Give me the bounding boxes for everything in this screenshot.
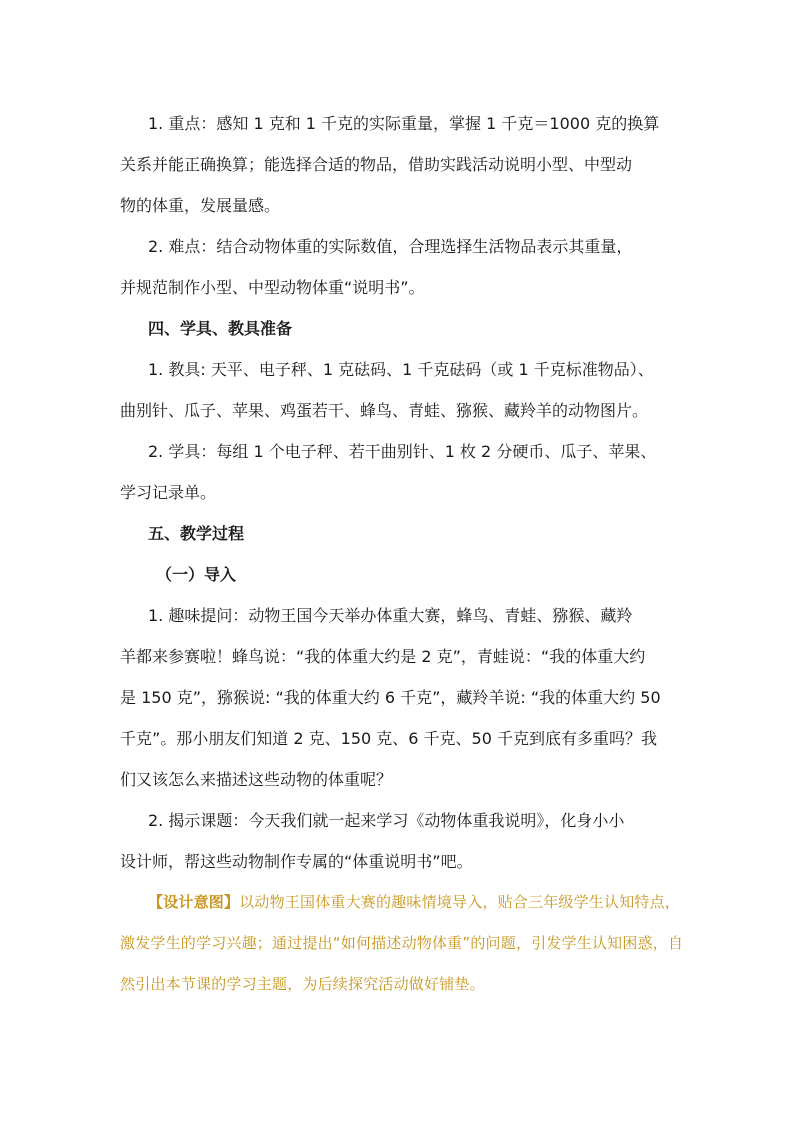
difficulty-line-1: 2. 难点：结合动物体重的实际数值，合理选择生活物品表示其重量， bbox=[148, 237, 633, 256]
design-intent-line-3: 然引出本节课的学习主题，为后续探究活动做好铺垫。 bbox=[120, 975, 485, 993]
question-line-2: 羊都来参赛啦！蜂鸟说：“我的体重大约是 2 克”，青蛙说：“我的体重大约 bbox=[120, 647, 646, 666]
difficulty-line-2: 并规范制作小型、中型动物体重“说明书”。 bbox=[120, 278, 425, 297]
focus-line-1: 1. 重点：感知 1 克和 1 千克的实际重量，掌握 1 千克＝1000 克的换算 bbox=[148, 114, 660, 133]
student-tools-line-2: 学习记录单。 bbox=[120, 483, 217, 502]
section-5-heading: 五、教学过程 bbox=[148, 524, 245, 543]
focus-line-2: 关系并能正确换算；能选择合适的物品，借助实践活动说明小型、中型动 bbox=[120, 155, 633, 174]
question-line-5: 们又该怎么来描述这些动物的体重呢？ bbox=[120, 770, 393, 789]
design-intent-text-1: 以动物王国体重大赛的趣味情境导入，贴合三年级学生认知特点， bbox=[239, 893, 681, 911]
design-intent-tag: 【设计意图】 bbox=[148, 893, 240, 911]
teacher-tools-line-2: 曲别针、瓜子、苹果、鸡蛋若干、蜂鸟、青蛙、猕猴、藏羚羊的动物图片。 bbox=[120, 401, 649, 420]
section-4-heading: 四、学具、教具准备 bbox=[148, 319, 293, 338]
design-intent-line-1 bbox=[120, 882, 684, 923]
intro-subheading: （一）导入 bbox=[156, 565, 237, 584]
question-line-4: 千克”。那小朋友们知道 2 克、150 克、6 千克、50 千克到底有多重吗？我 bbox=[120, 729, 657, 748]
teacher-tools-line-1: 1. 教具: 天平、电子秤、1 克砝码、1 千克砝码（或 1 千克标准物品）、 bbox=[148, 360, 654, 379]
student-tools-line-1: 2. 学具：每组 1 个电子秤、若干曲别针、1 枚 2 分硬币、瓜子、苹果、 bbox=[148, 442, 657, 461]
focus-line-3: 物的体重，发展量感。 bbox=[120, 196, 281, 215]
topic-line-1: 2. 揭示课题：今天我们就一起来学习《动物体重我说明》，化身小小 bbox=[148, 811, 625, 830]
question-line-1: 1. 趣味提问：动物王国今天举办体重大赛，蜂鸟、青蛙、猕猴、藏羚 bbox=[148, 606, 633, 625]
topic-line-2: 设计师，帮这些动物制作专属的“体重说明书”吧。 bbox=[120, 852, 473, 871]
design-intent-line-2: 激发学生的学习兴趣；通过提出“如何描述动物体重”的问题，引发学生认知困惑，自 bbox=[120, 934, 684, 952]
question-line-3: 是 150 克”，猕猴说: “我的体重大约 6 千克”，藏羚羊说: “我的体重大约 50 bbox=[120, 688, 661, 707]
